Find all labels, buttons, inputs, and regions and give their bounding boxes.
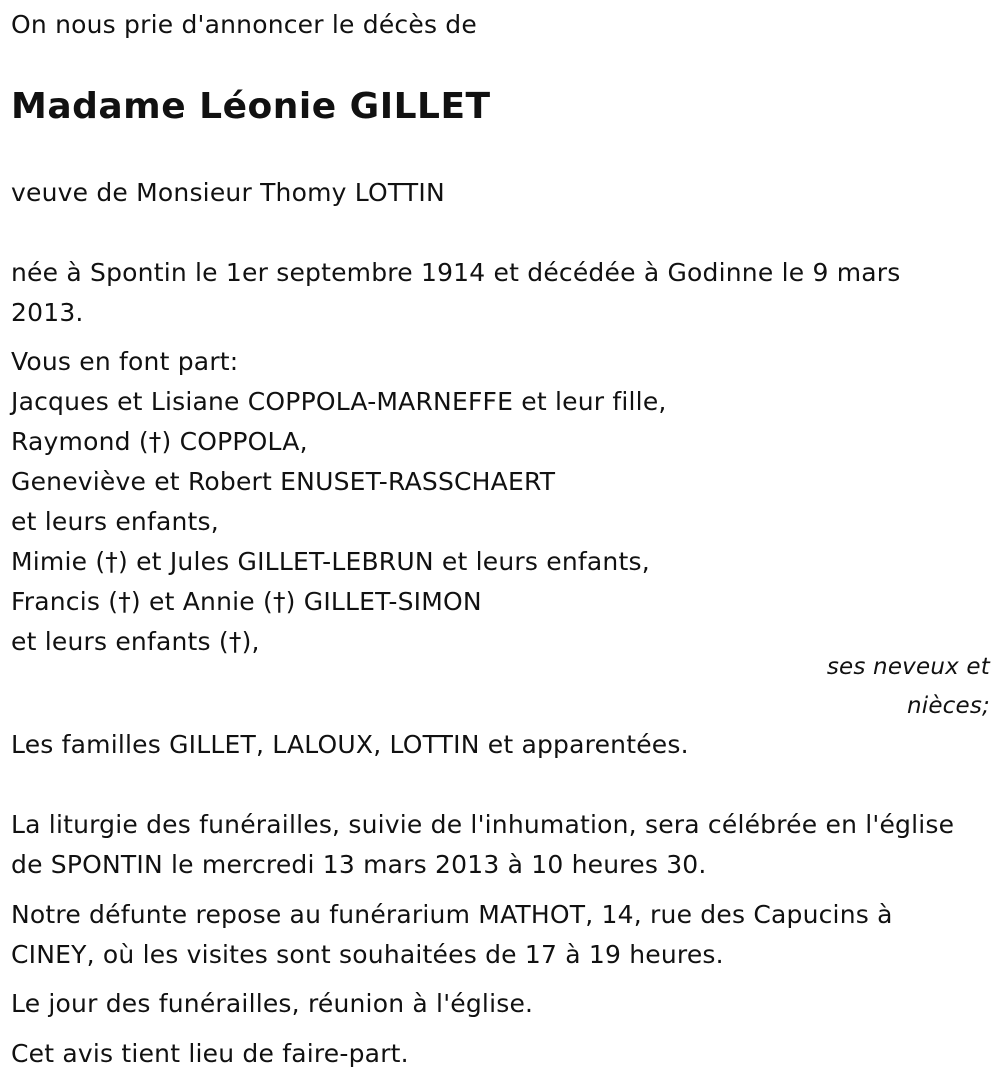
family-line: et leurs enfants, bbox=[11, 507, 219, 536]
meeting-text: Le jour des funérailles, réunion à l'église. bbox=[11, 989, 534, 1018]
family-line: Francis (†) et Annie (†) GILLET-SIMON bbox=[11, 587, 482, 616]
birth-death-line-1: née à Spontin le 1er septembre 1914 et décédée à Godinne le 9 mars bbox=[11, 258, 901, 287]
rest-line-2: CINEY, où les visites sont souhaitées de 17 à 19 heures. bbox=[11, 940, 724, 969]
families-line: Les familles GILLET, LALOUX, LOTTIN et apparentées. bbox=[11, 730, 689, 759]
family-line: et leurs enfants (†), bbox=[11, 627, 260, 656]
family-line: Jacques et Lisiane COPPOLA-MARNEFFE et leur fille, bbox=[11, 387, 667, 416]
family-line: Mimie (†) et Jules GILLET-LEBRUN et leurs enfants, bbox=[11, 547, 650, 576]
intro-text: On nous prie d'annoncer le décès de bbox=[11, 10, 477, 39]
family-line: Geneviève et Robert ENUSET-RASSCHAERT bbox=[11, 467, 556, 496]
birth-death-line-2: 2013. bbox=[11, 298, 84, 327]
nephews-line-2: nièces; bbox=[906, 693, 990, 719]
liturgy-line-1: La liturgie des funérailles, suivie de l'inhumation, sera célébrée en l'église bbox=[11, 810, 955, 839]
nephews-line-1: ses neveux et bbox=[826, 654, 990, 680]
liturgy-line-2: de SPONTIN le mercredi 13 mars 2013 à 10 heures 30. bbox=[11, 850, 707, 879]
family-line: Raymond (†) COPPOLA, bbox=[11, 427, 308, 456]
notice-text: Cet avis tient lieu de faire-part. bbox=[11, 1039, 409, 1068]
spouse-text: veuve de Monsieur Thomy LOTTIN bbox=[11, 178, 445, 207]
deceased-name: Madame Léonie GILLET bbox=[11, 86, 491, 127]
rest-line-1: Notre défunte repose au funérarium MATHOT, 14, rue des Capucins à bbox=[11, 900, 893, 929]
family-heading: Vous en font part: bbox=[11, 347, 239, 376]
